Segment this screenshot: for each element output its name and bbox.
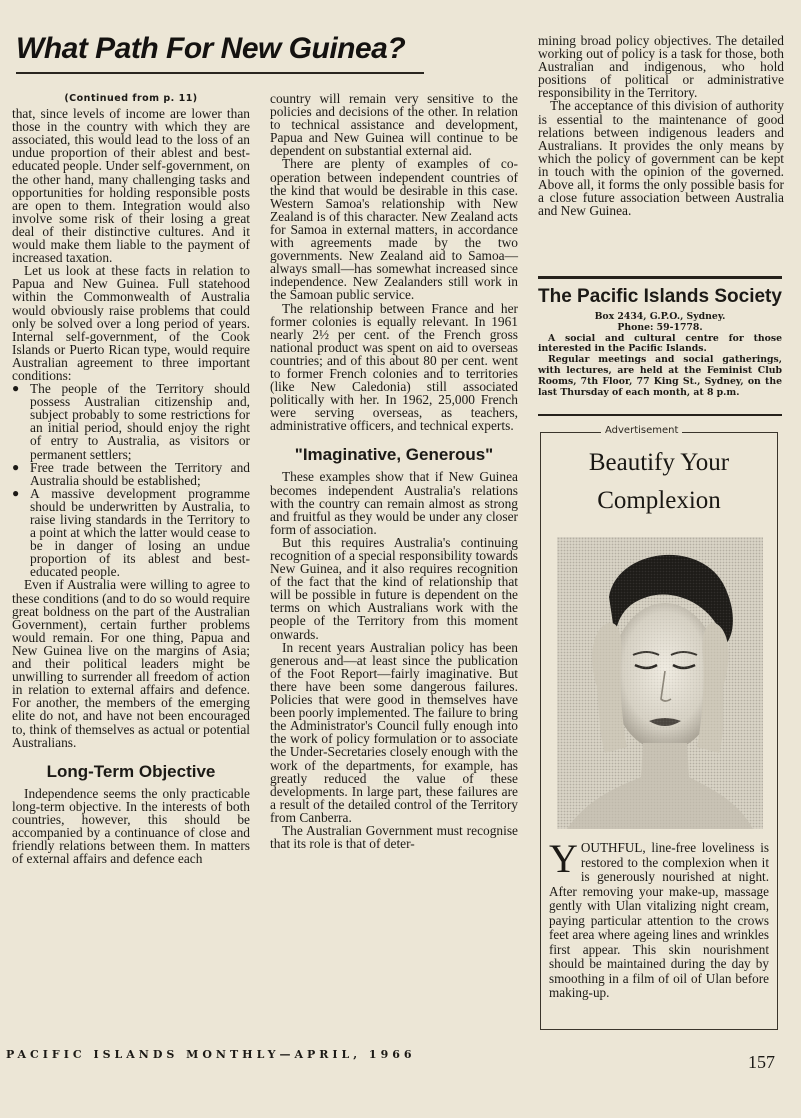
paragraph: The Australian Government must recognise that its role is that of deter- [270, 822, 518, 852]
continued-note: (Continued from p. 11) [64, 93, 198, 104]
list-item: ● A massive development programme should be underwritten by Australia, to raise living standards in the Territory to a point at which the latter would cease to be in danger of losing an undue proportion of its ablest and best-educated people. [12, 487, 250, 579]
ad-body-text: OUTHFUL, line-free loveliness is restored to the complexion when it is generously nourished at night. After removing your make-up, massage gently with Ulan vitalizing night cream, paying particular attention to the crows feet area where ageing lines and wrinkles first appear. This skin nourishment should be maintained during the day by smoothing in a film of oil of Ulan before making-up. [549, 840, 769, 1000]
paragraph: But this requires Australia's continuing recognition of a special responsibility towards New Guinea, and it also requires recognition of the fact that the kind of relationship that will be possible in future is dependent on the terms on which Australians work with the people of the Territory from this moment onwards. [270, 534, 518, 642]
paragraph: Even if Australia were willing to agree to these conditions (and to do so would require great boldness on the part of the Australian Government), certain further problems would remain. For one thing, Papua and New Guinea live on the margins of Asia; and their political leaders might be unwilling to surrender all freedom of action in relation to external affairs and defence. For another, the members of the emerging elite do not, and have not been encouraged to, think of themselves as actual or potential Australians. [12, 577, 250, 750]
ad-body [549, 836, 769, 1001]
paragraph: These examples show that if New Guinea becomes independent Australia's relations with the country can remain almost as strong and fruitful as they would be under any closer form of association. [270, 469, 518, 537]
advertisement [540, 425, 778, 1030]
woman-portrait-illustration [557, 537, 763, 829]
society-description: A social and cultural centre for those interested in the Pacific Islands. [538, 332, 782, 355]
society-address: Box 2434, G.P.O., Sydney. [594, 311, 726, 322]
article-title: What Path For New Guinea? [16, 32, 406, 65]
society-info [538, 312, 782, 398]
divider [538, 414, 782, 416]
column-1 [12, 92, 250, 865]
title-rule [16, 72, 424, 74]
society-meetings: Regular meetings and social gatherings, with lectures, are held at the Feminist Club Rooms, 7th Floor, 77 King St., Sydney, on the last Thursday of each month, at 8 p.m. [538, 354, 782, 398]
list-item: ● The people of the Territory should possess Australian citizenship and, subject probably to some restrictions for an initial period, should enjoy the right of entry to Australia, as visitors or permanent settlers; [12, 382, 250, 461]
paragraph: Let us look at these facts in relation to Papua and New Guinea. Full statehood within the Commonwealth of Australia would obviously raise problems that could only be solved over a long period of years. Internal self-government, of the Cook Islands or Puerto Rican type, would require Australian agreement to three important conditions: [12, 263, 250, 383]
paragraph: In recent years Australian policy has been generous and—at least since the publication of the Foot Report—fairly imaginative. But there have been some dangerous failures. Policies that were good in themselves have been poorly implemented. The failure to bring the Administrator's Council fully enough into the work of policy formulation or to associate the Under-Secretaries closely enough with the work of the departments, for example, has greatly reduced the value of these developments. In large part, these failures are a result of the detailed control of the Territory from Canberra. [270, 639, 518, 825]
ad-drop-cap: Y [549, 836, 578, 881]
subheading: "Imaginative, Generous" [294, 445, 494, 465]
subheading: Long-Term Objective [46, 761, 216, 781]
paragraph: The acceptance of this division of authority is essential to the maintenance of good relations between indigenous leaders and Australians. It provides the only means by which the policy of government can be kept in touch with the opinion of the governed. Above all, it forms the only possible basis for a close future association between Australia and New Guinea. [538, 98, 784, 219]
ad-headline-line-1: Beautify Your [588, 449, 730, 476]
paragraph: that, since levels of income are lower than those in the country with which they are associated, this would lead to the loss of an undue proportion of their ablest and best-educated people. Under self-government, on the other hand, many challenging tasks and opportunities for holding responsible posts are open to them. Integration would also involve some risk of their losing a great deal of their distinctive cultures. And it would make them liable to the payment of increased taxation. [12, 106, 250, 266]
column-2 [270, 92, 518, 850]
list-item: ● Free trade between the Territory and Australia should be established; [12, 461, 250, 487]
conditions-list [12, 382, 250, 578]
advertisement-label: Advertisement [601, 425, 682, 436]
society-title: The Pacific Islands Society [538, 286, 782, 307]
paragraph: mining broad policy objectives. The detailed working out of policy is a task for those, both Australian and indigenous, who hold positions of political or administrative responsibility in the Territory. [538, 33, 784, 101]
divider [538, 276, 782, 279]
paragraph: Independence seems the only practicable long-term objective. In the interests of both countries, however, this should be accompanied by a continuance of close and friendly relations between them. In matters of external affairs and defence each [12, 785, 250, 867]
column-3 [538, 34, 784, 217]
page-number: 157 [748, 1052, 775, 1072]
society-phone: Phone: 59-1778. [617, 321, 703, 333]
page-footer: PACIFIC ISLANDS MONTHLY—APRIL, 1966 [6, 1048, 416, 1061]
paragraph: The relationship between France and her former colonies is equally relevant. In 1961 nearly 2½ per cent. of the French gross national product was spent on aid to overseas countries; and of this about 80 per cent. went to former French colonies and to territories (like New Caledonia) still associated politically with her. In 1962, 25,000 French were serving overseas, as teachers, administrative officers, and technical experts. [270, 300, 518, 434]
paragraph: There are plenty of examples of co-operation between independent countries of the kind that would be desirable in this case. Western Samoa's relationship with New Zealand is of this character. New Zealand acts for Samoa in external matters, in accordance with agreements made by the two governments. New Zealand aid to Samoa—always small—has somewhat increased since independence. New Zealanders still work in the Samoan public service. [270, 156, 518, 303]
paragraph: country will remain very sensitive to the policies and decisions of the other. In relation to technical assistance and development, Papua and New Guinea will continue to be dependent on substantial external aid. [270, 91, 518, 159]
ad-headline-line-2: Complexion [597, 487, 721, 514]
